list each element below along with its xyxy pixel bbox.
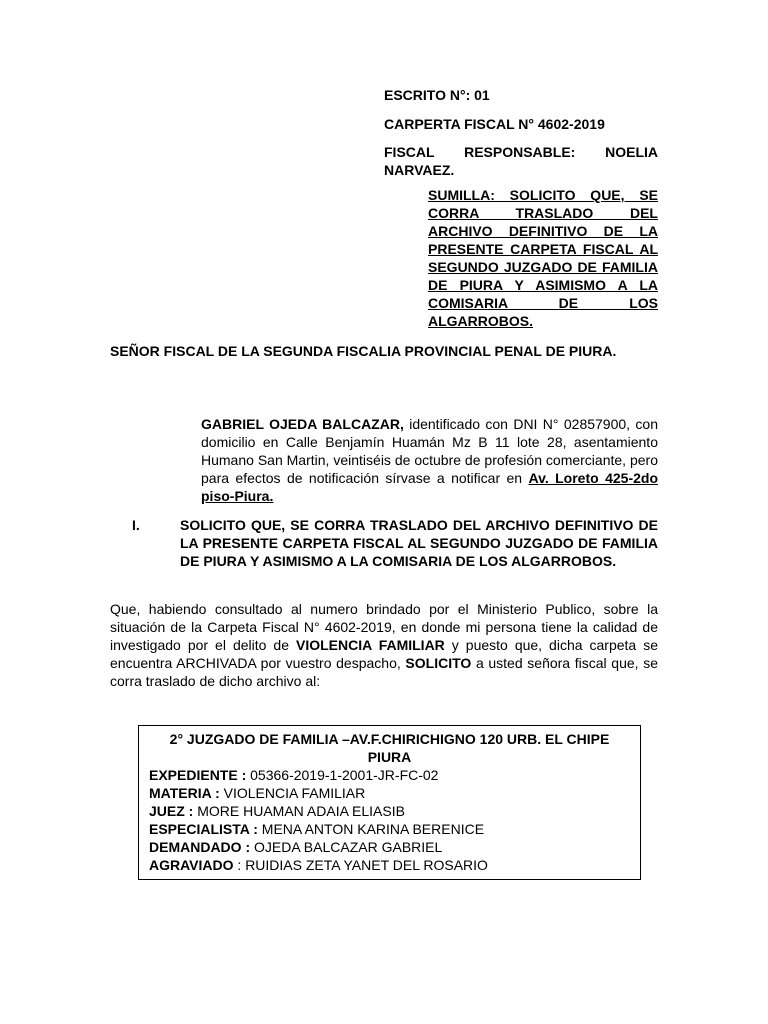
body-part3: a usted señora fiscal que, se corra traslado de dicho archivo al:	[110, 655, 659, 689]
body-paragraph	[110, 600, 658, 690]
body-part1: Que, habiendo consultado al numero brindado por el Ministerio Publico, sobre la situación de la Carpeta Fiscal N° 4602-2019, en donde mi persona tiene la calidad de investigado por el delito de	[110, 601, 658, 653]
solicito-word: SOLICITO	[405, 655, 472, 671]
fiscal-responsable-name: NARVAEZ.	[384, 162, 455, 178]
row-label: DEMANDADO :	[149, 839, 251, 855]
case-row-especialista	[149, 820, 630, 838]
case-row-expediente	[149, 766, 630, 784]
intro-text: identificado con DNI N° 02857900, con domicilio en Calle Benjamín Huamán Mz B 11 lote 28, asentamiento Humano San Martin, veintiséis de octubre de profesión comerciante, pero para efectos de notificación sírvase a notificar en	[201, 416, 658, 486]
case-info-box	[138, 725, 641, 880]
row-value: MORE HUAMAN ADAIA ELIASIB	[193, 803, 405, 819]
section-title: SOLICITO QUE, SE CORRA TRASLADO DEL ARCHIVO DEFINITIVO DE LA PRESENTE CARPETA FISCAL AL SEGUNDO JUZGADO DE FAMILIA DE PIURA Y ASIMISMO A LA COMISARIA DE LOS ALGARROBOS.	[180, 517, 658, 569]
row-label: EXPEDIENTE :	[149, 767, 247, 783]
row-value: OJEDA BALCAZAR GABRIEL	[250, 839, 443, 855]
case-row-agraviado	[149, 856, 630, 874]
notification-address: Av. Loreto 425-2do piso-Piura.	[201, 470, 658, 504]
carpeta-fiscal: CARPERTA FISCAL N° 4602-2019	[384, 116, 605, 132]
petitioner-name: GABRIEL OJEDA BALCAZAR,	[201, 416, 404, 432]
case-row-demandado	[149, 838, 630, 856]
row-label: JUEZ :	[149, 803, 194, 819]
sumilla: SUMILLA: SOLICITO QUE, SE CORRA TRASLADO DEL ARCHIVO DEFINITIVO DE LA PRESENTE CARPETA FISCAL AL SEGUNDO JUZGADO DE FAMILIA DE PIURA Y ASIMISMO A LA COMISARIA DE LOS ALGARROBOS.	[428, 187, 658, 329]
court-title: 2° JUZGADO DE FAMILIA –AV.F.CHIRICHIGNO 120 URB. EL CHIPE PIURA	[169, 731, 610, 765]
addressee: SEÑOR FISCAL DE LA SEGUNDA FISCALIA PROVINCIAL PENAL DE PIURA.	[110, 343, 617, 359]
row-value: MENA ANTON KARINA BERENICE	[257, 821, 485, 837]
row-value: VIOLENCIA FAMILIAR	[219, 785, 366, 801]
row-label: MATERIA :	[149, 785, 220, 801]
row-value: : RUIDIAS ZETA YANET DEL ROSARIO	[233, 857, 488, 873]
body-part2: y puesto que, dicha carpeta se encuentra ARCHIVADA por vuestro despacho,	[110, 637, 659, 671]
row-label: AGRAVIADO	[149, 857, 234, 873]
case-row-materia	[149, 784, 630, 802]
fiscal-responsable-label: FISCAL RESPONSABLE: NOELIA	[384, 144, 658, 160]
row-value: 05366-2019-1-2001-JR-FC-02	[246, 767, 439, 783]
case-row-juez	[149, 802, 630, 820]
intro-paragraph	[201, 415, 658, 505]
row-label: ESPECIALISTA :	[149, 821, 258, 837]
escrito-number: ESCRITO N°: 01	[384, 87, 490, 103]
crime-name: VIOLENCIA FAMILIAR	[295, 637, 445, 653]
section-number: I.	[132, 517, 140, 533]
